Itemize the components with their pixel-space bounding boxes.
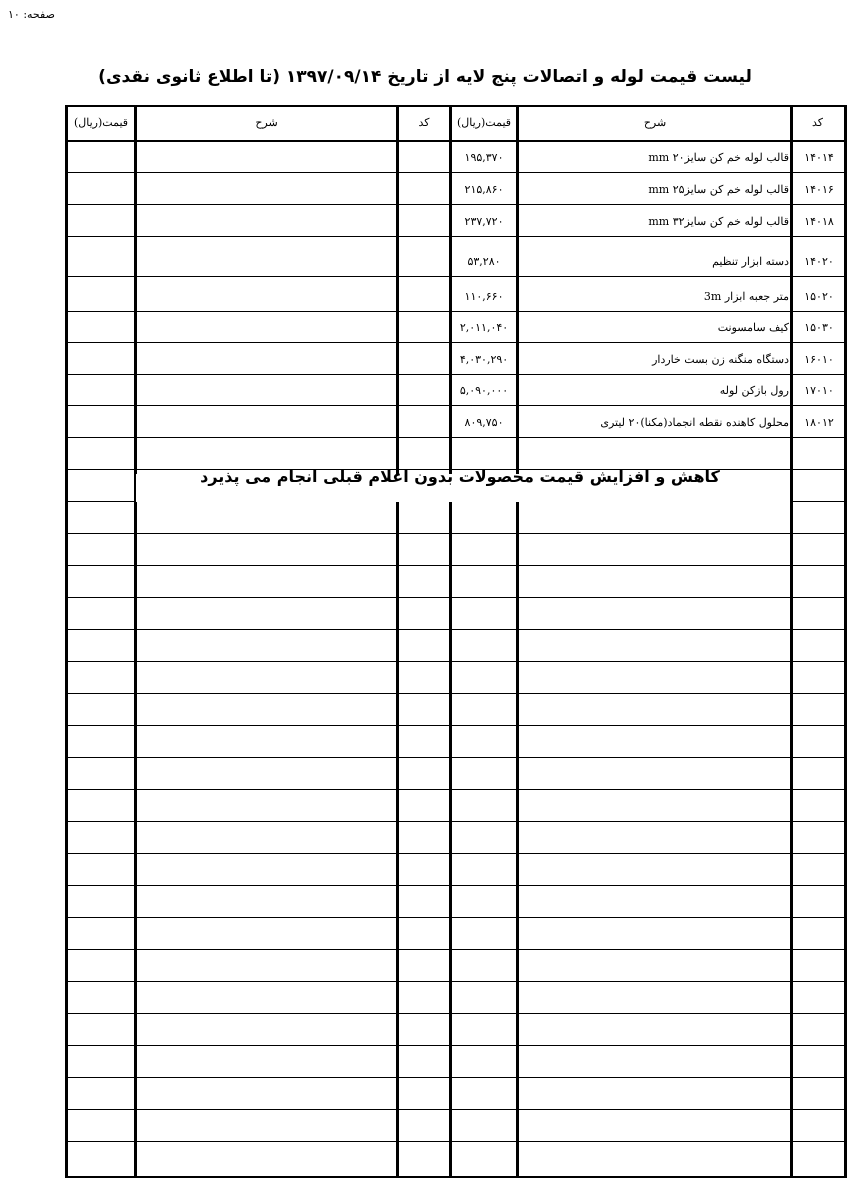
- col-header-description-left: شرح: [255, 116, 278, 129]
- table-rule: [65, 1013, 847, 1014]
- table-rule: [65, 276, 847, 277]
- row-price: ۸۰۹,۷۵۰: [464, 415, 504, 429]
- page-number: صفحه: ۱۰: [8, 8, 55, 21]
- row-description: دستگاه منگنه زن بست خاردار: [652, 352, 789, 366]
- row-description: دسته ابزار تنظیم: [712, 254, 789, 268]
- table-rule: [65, 789, 847, 790]
- row-description: کیف سامسونت: [717, 320, 789, 334]
- page-title: لیست قیمت لوله و اتصالات پنج لایه از تاریخ ۱۳۹۷/۰۹/۱۴ (تا اطلاع ثانوی نقدی): [98, 67, 752, 87]
- table-rule: [65, 693, 847, 694]
- table-rule: [65, 821, 847, 822]
- row-description: قالب لوله خم کن سایز۲۰ mm: [648, 150, 789, 164]
- table-rule: [65, 885, 847, 886]
- row-description: رول بازکن لوله: [719, 383, 789, 397]
- row-price: ۱۱۰,۶۶۰: [464, 289, 504, 303]
- table-rule: [65, 342, 847, 343]
- row-price: ۵۳,۲۸۰: [467, 254, 501, 268]
- col-header-price-left: قیمت(ریال): [73, 116, 129, 129]
- col-header-code-left: کد: [418, 116, 430, 129]
- row-description: محلول کاهنده نقطه انجماد(مکنا)۲۰ لیتری: [600, 415, 789, 429]
- price-change-notice: کاهش و افزایش قیمت محصولات بدون اعلام قبلی انجام می پذیرد: [200, 467, 720, 486]
- table-rule: [65, 725, 847, 726]
- row-price: ۲۱۵,۸۶۰: [464, 182, 504, 196]
- table-rule: [65, 949, 847, 950]
- table-rule: [65, 565, 847, 566]
- table-rule: [65, 405, 847, 406]
- table-rule: [65, 629, 847, 630]
- row-description: متر جعبه ابزار 3m: [703, 289, 789, 303]
- table-rule: [65, 437, 847, 438]
- table-rule: [65, 1077, 847, 1078]
- table-rule: [65, 1141, 847, 1142]
- row-code: ۱۴۰۱۸: [804, 214, 834, 228]
- table-rule: [65, 597, 847, 598]
- table-rule: [65, 204, 847, 205]
- table-rule: [65, 533, 847, 534]
- table-rule: [65, 757, 847, 758]
- table-rule: [65, 172, 847, 173]
- row-description: قالب لوله خم کن سایز۲۵ mm: [648, 182, 789, 196]
- col-header-description: شرح: [643, 116, 667, 129]
- row-code: ۱۵۰۲۰: [804, 289, 834, 303]
- price-table: [65, 105, 847, 1178]
- row-code: ۱۷۰۱۰: [804, 383, 834, 397]
- row-code: ۱۶۰۱۰: [804, 352, 834, 366]
- table-rule: [65, 661, 847, 662]
- table-rule: [65, 105, 847, 107]
- row-code: ۱۴۰۱۴: [804, 150, 834, 164]
- table-rule: [65, 236, 847, 237]
- row-code: ۱۵۰۳۰: [804, 320, 834, 334]
- row-price: ۲۳۷,۷۲۰: [464, 214, 504, 228]
- row-price: ۱۹۵,۳۷۰: [464, 150, 504, 164]
- row-price: ۴,۰۳۰,۲۹۰: [459, 352, 509, 366]
- table-rule: [65, 1109, 847, 1110]
- row-code: ۱۴۰۱۶: [804, 182, 834, 196]
- col-header-code: کد: [812, 116, 824, 129]
- row-price: ۲,۰۱۱,۰۴۰: [459, 320, 509, 334]
- table-rule: [65, 1176, 847, 1178]
- table-rule: [65, 853, 847, 854]
- row-code: ۱۴۰۲۰: [804, 254, 834, 268]
- row-code: ۱۸۰۱۲: [804, 415, 834, 429]
- col-header-price: قیمت(ریال): [456, 116, 512, 129]
- table-rule: [65, 1045, 847, 1046]
- row-description: قالب لوله خم کن سایز۳۲ mm: [648, 214, 789, 228]
- row-price: ۵,۰۹۰,۰۰۰: [459, 383, 509, 397]
- table-rule: [65, 981, 847, 982]
- table-rule: [65, 917, 847, 918]
